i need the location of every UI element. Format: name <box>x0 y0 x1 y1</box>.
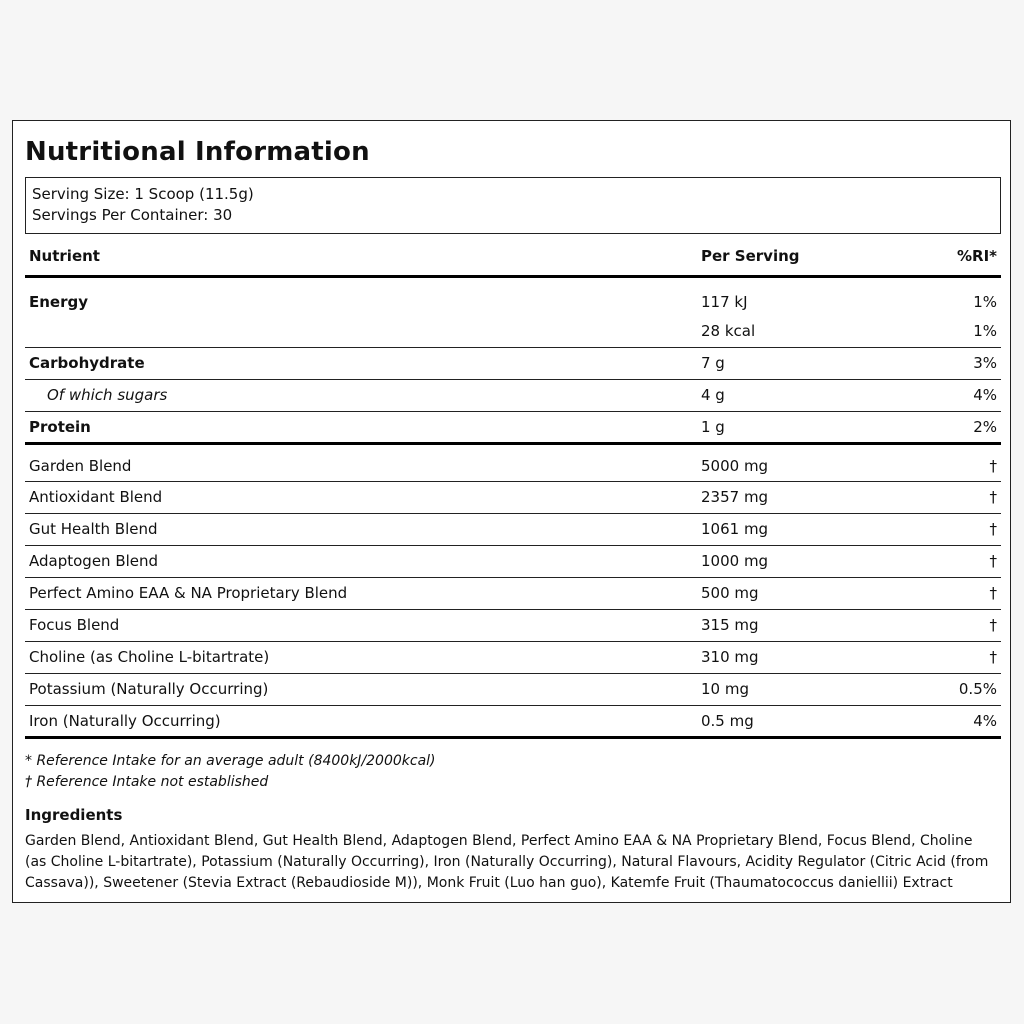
nutrient-name: Choline (as Choline L-bitartrate) <box>25 641 697 673</box>
nutrient-name: Energy <box>29 292 89 311</box>
table-row <box>25 411 1001 443</box>
table-row <box>25 513 1001 545</box>
servings-per-container: Servings Per Container: 30 <box>32 206 233 224</box>
header-ri: %RI* <box>897 238 1001 276</box>
ri-value: 1% <box>973 292 997 311</box>
table-row <box>25 443 1001 481</box>
ri-value: 1% <box>897 322 1001 347</box>
ri-value: † <box>897 513 1001 545</box>
page-title: Nutritional Information <box>25 137 370 167</box>
ri-value: † <box>897 641 1001 673</box>
per-serving-value: 2357 mg <box>697 481 897 513</box>
nutrient-name: Garden Blend <box>25 443 697 481</box>
header-per-serving: Per Serving <box>697 238 897 276</box>
per-serving-value: 0.5 mg <box>697 705 897 737</box>
dagger-footnote: † Reference Intake not established <box>25 774 269 790</box>
per-serving-value: 4 g <box>697 379 897 411</box>
table-row <box>25 379 1001 411</box>
nutrient-name: Gut Health Blend <box>25 513 697 545</box>
ingredients-text: Garden Blend, Antioxidant Blend, Gut Health Blend, Adaptogen Blend, Perfect Amino EAA & NA Proprietary Blend, Focus Blend, Choline (as Choline L-bitartrate), Potassium (Naturally Occurring), Iron (Naturally Occurring), Natural Flavours, Acidity Regulator (Citric Acid (from Cassava)), Sweetener (Stevia Extract (Rebaudioside M)), Monk Fruit (Luo han guo), Katemfe Fruit (Thaumatococcus daniellii) Extract <box>25 833 989 891</box>
table-row <box>25 673 1001 705</box>
ri-value: 0.5% <box>897 673 1001 705</box>
table-row <box>25 276 1001 322</box>
table-row <box>25 347 1001 379</box>
table-row <box>25 545 1001 577</box>
nutrient-name: Antioxidant Blend <box>25 481 697 513</box>
nutrient-name: Carbohydrate <box>25 347 697 379</box>
nutrient-name: Of which sugars <box>25 379 697 411</box>
table-row <box>25 577 1001 609</box>
per-serving-value: 310 mg <box>697 641 897 673</box>
per-serving-value: 1061 mg <box>697 513 897 545</box>
per-serving-value: 28 kcal <box>697 322 897 347</box>
ri-value: 2% <box>897 411 1001 443</box>
per-serving-value: 5000 mg <box>697 443 897 481</box>
per-serving-value: 315 mg <box>697 609 897 641</box>
nutrient-name: Adaptogen Blend <box>25 545 697 577</box>
per-serving-value: 7 g <box>697 347 897 379</box>
table-row <box>25 481 1001 513</box>
nutrient-name: Protein <box>25 411 697 443</box>
nutrition-table <box>25 238 1001 739</box>
header-nutrient: Nutrient <box>25 238 697 276</box>
per-serving-value: 1000 mg <box>697 545 897 577</box>
per-serving-value: 117 kJ <box>701 292 748 311</box>
table-header-row <box>25 238 1001 276</box>
ri-value: † <box>897 443 1001 481</box>
ri-footnote: * Reference Intake for an average adult (8400kJ/2000kcal) <box>25 753 436 769</box>
ri-value: † <box>897 545 1001 577</box>
ri-value: 4% <box>897 705 1001 737</box>
ri-value: † <box>897 577 1001 609</box>
serving-size: Serving Size: 1 Scoop (11.5g) <box>32 185 254 203</box>
per-serving-value: 10 mg <box>697 673 897 705</box>
table-row <box>25 641 1001 673</box>
nutrient-name: Perfect Amino EAA & NA Proprietary Blend <box>25 577 697 609</box>
per-serving-value: 500 mg <box>697 577 897 609</box>
per-serving-value: 1 g <box>697 411 897 443</box>
nutrient-name: Potassium (Naturally Occurring) <box>25 673 697 705</box>
ri-value: 4% <box>897 379 1001 411</box>
ri-value: 3% <box>897 347 1001 379</box>
nutrient-name: Focus Blend <box>25 609 697 641</box>
footnotes <box>25 751 436 793</box>
ri-value: † <box>897 609 1001 641</box>
table-row <box>25 322 1001 347</box>
ri-value: † <box>897 481 1001 513</box>
table-row <box>25 705 1001 737</box>
serving-info-box <box>25 177 1001 234</box>
table-row <box>25 609 1001 641</box>
nutrient-name <box>25 322 697 347</box>
nutrition-panel <box>12 120 1011 903</box>
ingredients-heading: Ingredients <box>25 806 123 824</box>
nutrient-name: Iron (Naturally Occurring) <box>25 705 697 737</box>
